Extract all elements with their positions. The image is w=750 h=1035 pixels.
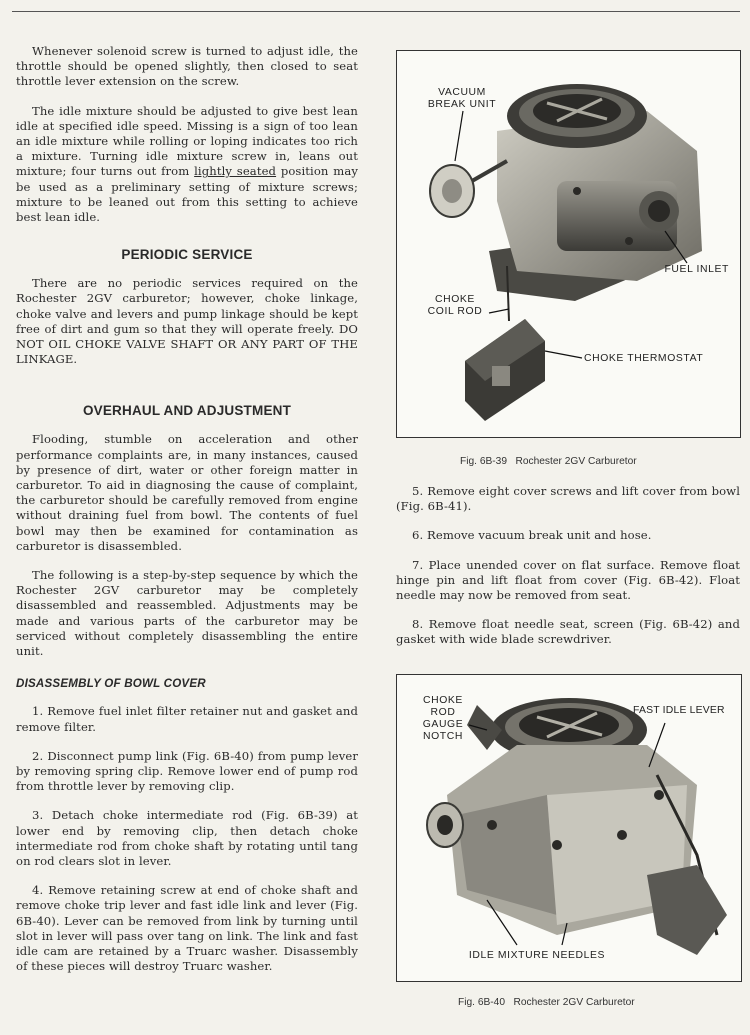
label-idle-mixture-needles: IDLE MIXTURE NEEDLES (468, 950, 606, 961)
step-4: 4. Remove retaining screw at end of choke shaft and remove choke trip lever and fast idle link and lever (Fig. 6B-40). Lever can be removed from link by turning until slot in lever will pass over tang on link. The link and fast idle cam are retained by a Truarc washer. Disassembly of these pieces will destroy Truarc washer. (16, 883, 358, 974)
step-1: 1. Remove fuel inlet filter retainer nut and gasket and remove filter. (16, 704, 358, 734)
lightly-seated-underline: lightly seated (194, 164, 277, 179)
figure-6b-39-caption: Fig. 6B-39 Rochester 2GV Carburetor (460, 456, 637, 467)
figure-6b-40 (396, 674, 742, 982)
paragraph-idle-mixture (16, 104, 358, 226)
paragraph-solenoid: Whenever solenoid screw is turned to adjust idle, the throttle should be opened slightly, then closed to seat throttle lever extension on the screw. (16, 44, 358, 89)
label-vacuum-break: VACUUM BREAK UNIT (427, 87, 497, 110)
step-5: 5. Remove eight cover screws and lift cover from bowl (Fig. 6B-41). (396, 484, 740, 514)
heading-disassembly: DISASSEMBLY OF BOWL COVER (16, 677, 206, 691)
label-choke-thermostat: CHOKE THERMOSTAT (584, 353, 704, 364)
label-fast-idle-lever: FAST IDLE LEVER (633, 705, 725, 716)
step-8: 8. Remove float needle seat, screen (Fig. 6B-42) and gasket with wide blade screwdriver. (396, 617, 740, 647)
figure-6b-39 (396, 50, 741, 438)
header-rule (12, 11, 740, 12)
paragraph-sequence: The following is a step-by-step sequence by which the Rochester 2GV carburetor may be completely disassembled and reassembled. Adjustments may be made and various parts of the carburetor may be serviced without completely disassembling the entire unit. (16, 568, 358, 659)
paragraph-flooding: Flooding, stumble on acceleration and other performance complaints are, in many instances, caused by presence of dirt, water or other foreign matter in carburetor. To aid in diagnosing the cause of complaint, the carburetor should be carefully removed from engine without draining fuel from bowl. The contents of fuel bowl may then be examined for contamination as carburetor is disassembled. (16, 432, 358, 553)
right-column-text (396, 484, 740, 648)
label-choke-coil-rod: CHOKE COIL ROD (427, 294, 483, 317)
label-choke-rod-gauge-notch: CHOKE ROD GAUGE NOTCH (422, 695, 464, 742)
paragraph-periodic-service: There are no periodic services required on the Rochester 2GV carburetor; however, choke linkage, choke valve and levers and pump linkage should be kept free of dirt and gum so that they will operate freely. DO NOT OIL CHOKE VALVE SHAFT OR ANY PART OF THE LINKAGE. (16, 276, 358, 367)
step-3: 3. Detach choke intermediate rod (Fig. 6B-39) at lower end by removing clip, then detach choke intermediate rod from choke shaft by rotating until tang on rod clears slot in lever. (16, 808, 358, 868)
step-2: 2. Disconnect pump link (Fig. 6B-40) from pump lever by removing spring clip. Remove lower end of pump rod from throttle lever by removing clip. (16, 748, 358, 794)
label-fuel-inlet: FUEL INLET (664, 264, 729, 275)
figure-6b-40-caption: Fig. 6B-40 Rochester 2GV Carburetor (458, 997, 635, 1008)
step-7: 7. Place unended cover on flat surface. Remove float hinge pin and lift float from cover (Fig. 6B-42). Float needle may now be removed from seat. (396, 557, 740, 603)
left-column (16, 44, 358, 974)
heading-overhaul: OVERHAUL AND ADJUSTMENT (82, 403, 292, 419)
paragraph-idle-mixture-a: The idle mixture should be adjusted to give best lean idle at specified idle speed. Missing is a sign of too lean an idle mixture while rolling or loping indicates too rich a mixture. Turning idle mixture screw in, leans out mixture; four turns out from (16, 103, 358, 179)
paragraph-idle-mixture-b: position may be used as a preliminary setting of mixture screws; mixture to be leaned out from this setting to achieve best lean idle. (16, 164, 359, 225)
step-6: 6. Remove vacuum break unit and hose. (412, 528, 652, 543)
heading-periodic-service: PERIODIC SERVICE (121, 247, 253, 263)
